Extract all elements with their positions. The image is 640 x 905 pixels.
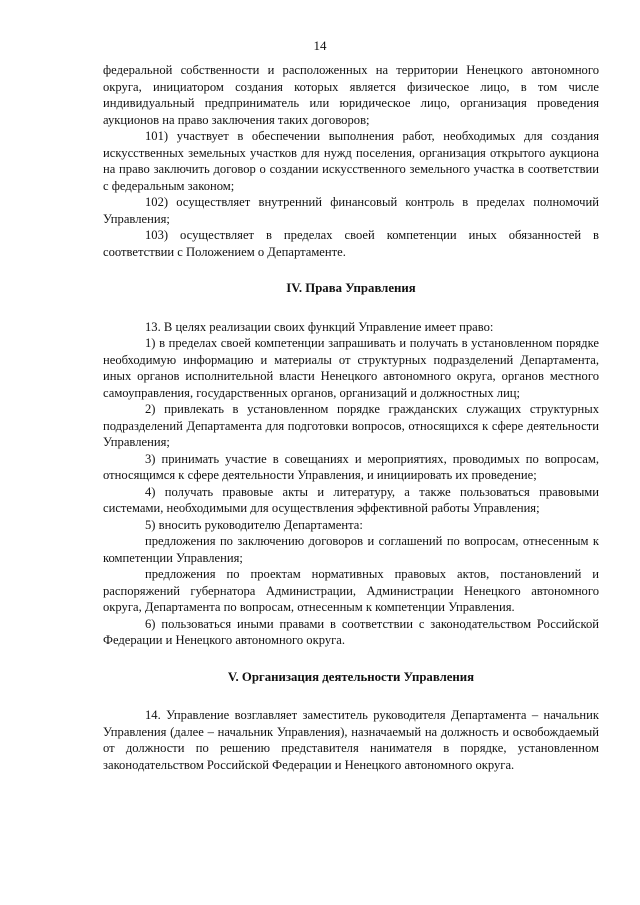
paragraph-right-6: 6) пользоваться иными правами в соответствии с законодательством Российской Федерации и Ненецкого автономного округа. bbox=[103, 616, 599, 647]
paragraph-right-1: 1) в пределах своей компетенции запрашивать и получать в установленном порядке необходимую информацию и материалы от структурных подразделений Департамента, иных органов исполнительной власти Ненецкого автономного округа, органов местного самоуправления, государственных органов, организаций и должностных лиц; bbox=[103, 336, 599, 400]
paragraph-item-102: 102) осуществляет внутренний финансовый контроль в пределах полномочий Управления; bbox=[103, 195, 599, 226]
section-heading-organization: V. Организация деятельности Управления bbox=[227, 669, 475, 684]
page-number: 14 bbox=[313, 38, 327, 53]
paragraph-14: 14. Управление возглавляет заместитель руководителя Департамента – начальник Управления (далее – начальник Управления), назначаемый на должность и освобождаемый от должности по решению представителя нанимателя в порядке, установленном законодательством Российской Федерации и Ненецкого автономного округа. bbox=[103, 708, 599, 772]
document-body bbox=[103, 62, 599, 773]
paragraph-right-4: 4) получать правовые акты и литературу, а также пользоваться правовыми системами, необходимыми для осуществления эффективной работы Управления; bbox=[103, 484, 599, 515]
paragraph-continued: федеральной собственности и расположенных на территории Ненецкого автономного округа, инициатором создания которых является физическое лицо, в том числе индивидуальный предприниматель или юридическое лицо, организация проведения аукционов на право заключения таких договоров; bbox=[103, 63, 599, 127]
paragraph-right-2: 2) привлекать в установленном порядке гражданских служащих структурных подразделений Департамента для подготовки вопросов, относящихся к сфере деятельности Управления; bbox=[103, 402, 599, 449]
paragraph-right-5-proposals-agreements: предложения по заключению договоров и соглашений по вопросам, отнесенным к компетенции Управления; bbox=[103, 534, 599, 565]
paragraph-13-intro: 13. В целях реализации своих функций Управление имеет право: bbox=[145, 319, 494, 334]
paragraph-item-103: 103) осуществляет в пределах своей компетенции иных обязанностей в соответствии с Положением о Департаменте. bbox=[103, 228, 599, 259]
section-heading-rights: IV. Права Управления bbox=[286, 281, 416, 295]
paragraph-right-5: 5) вносить руководителю Департамента: bbox=[145, 517, 363, 532]
paragraph-item-101: 101) участвует в обеспечении выполнения работ, необходимых для создания искусственных земельных участков для нужд поселения, организация открытого аукциона на право заключить договор о создании искусственного земельного участка в соответствии с федеральным законом; bbox=[103, 129, 599, 193]
paragraph-right-5-proposals-acts: предложения по проектам нормативных правовых актов, постановлений и распоряжений губернатора Администрации, Администрации Ненецкого автономного округа, Департамента по вопросам, отнесенным к компетенции Управления. bbox=[103, 567, 599, 614]
paragraph-right-3: 3) принимать участие в совещаниях и мероприятиях, проводимых по вопросам, относящимся к сфере деятельности Управления, и инициировать их проведение; bbox=[103, 451, 599, 482]
